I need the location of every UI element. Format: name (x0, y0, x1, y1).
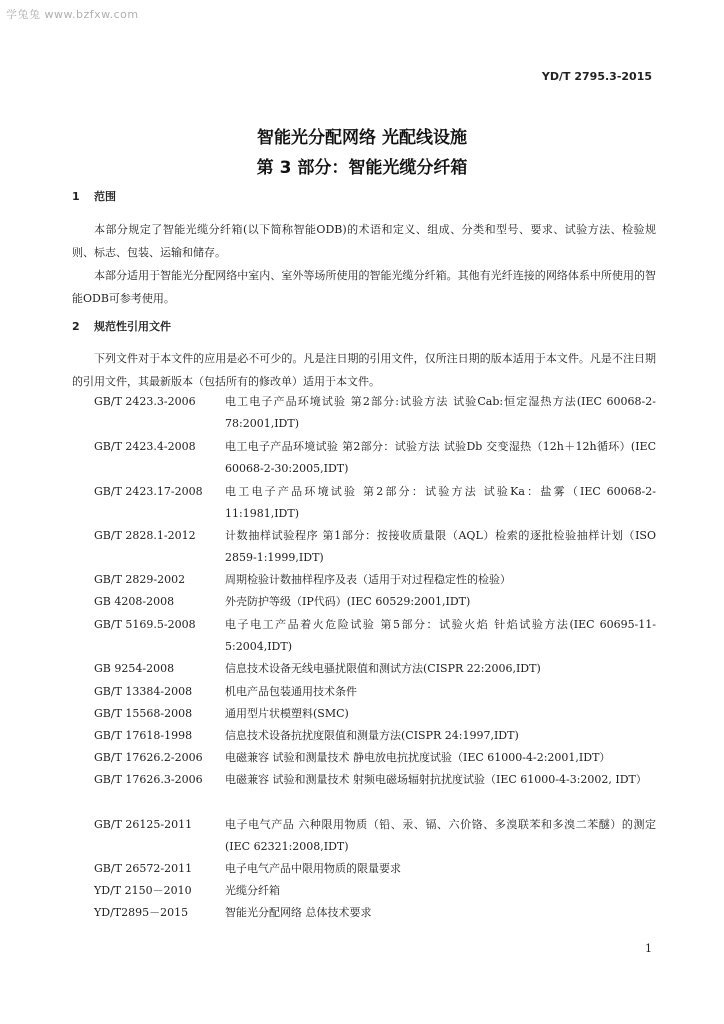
reference-code: GB 4208-2008 (94, 595, 175, 608)
reference-code: GB/T 2423.4-2008 (94, 440, 196, 453)
reference-entry (94, 681, 656, 703)
reference-title: 电工电子产品环境试验 第2部分：试验方法 试验Db 交变湿热（12h＋12h循环）(IEC 60068-2-30:2005,IDT) (225, 440, 656, 475)
reference-title: 周期检验计数抽样程序及表（适用于对过程稳定性的检验） (225, 573, 511, 586)
scope-paragraph: 本部分适用于智能光分配网络中室内、室外等场所使用的智能光缆分纤箱。其他有光纤连接的网络体系中所使用的智能ODB可参考使用。 (72, 269, 656, 305)
section-title: 范围 (94, 190, 116, 203)
reference-entry (94, 591, 656, 613)
reference-title: 通用型片状模塑料(SMC) (225, 707, 349, 720)
reference-title: 外壳防护等级（IP代码）(IEC 60529:2001,IDT) (225, 595, 471, 608)
reference-entry (94, 436, 656, 480)
reference-title: 信息技术设备无线电骚扰限值和测试方法(CISPR 22:2006,IDT) (225, 662, 541, 675)
reference-title: 电子电工产品着火危险试验 第5部分：试验火焰 针焰试验方法(IEC 60695-11-5:2004,IDT) (225, 618, 656, 653)
reference-title: 计数抽样试验程序 第1部分：按接收质量限（AQL）检索的逐批检验抽样计划（ISO 2859-1:1999,IDT) (225, 529, 656, 564)
reference-code: GB/T 2829-2002 (94, 573, 186, 586)
reference-title: 光缆分纤箱 (225, 884, 280, 897)
reference-code: GB 9254-2008 (94, 662, 175, 675)
reference-title: 机电产品包装通用技术条件 (225, 685, 357, 698)
reference-entry (94, 725, 656, 747)
reference-entry (94, 569, 656, 591)
reference-entry (94, 747, 656, 769)
document-title: 智能光分配网络 光配线设施 (257, 128, 467, 148)
section-heading-scope (72, 188, 116, 204)
section-number: 2 (72, 320, 80, 333)
section-heading-normative-references (72, 318, 171, 334)
reference-code: YD/T 2150－2010 (94, 884, 192, 897)
reference-entry (94, 658, 656, 680)
reference-code: GB/T 15568-2008 (94, 707, 193, 720)
reference-entry (94, 703, 656, 725)
reference-entry (94, 769, 656, 791)
reference-code: GB/T 17626.2-2006 (94, 751, 203, 764)
reference-title: 电磁兼容 试验和测量技术 静电放电抗扰度试验（IEC 61000-4-2:2001,IDT） (225, 751, 611, 764)
document-subtitle: 第 3 部分：智能光缆分纤箱 (256, 158, 468, 178)
reference-title: 电工电子产品环境试验 第2部分：试验方法 试验Ka：盐雾（IEC 60068-2-11:1981,IDT) (225, 485, 656, 520)
reference-title: 信息技术设备抗扰度限值和测量方法(CISPR 24:1997,IDT) (225, 729, 519, 742)
scope-paragraph: 本部分规定了智能光缆分纤箱(以下简称智能ODB)的术语和定义、组成、分类和型号、要求、试验方法、检验规则、标志、包装、运输和储存。 (72, 223, 656, 259)
section-number: 1 (72, 190, 80, 203)
reference-entry (94, 481, 656, 525)
reference-code: GB/T 2828.1-2012 (94, 529, 196, 542)
reference-entry (94, 880, 656, 902)
reference-title: 电子电气产品 六种限用物质（铅、汞、镉、六价铬、多溴联苯和多溴二苯醚）的测定(IEC 62321:2008,IDT) (225, 818, 656, 853)
reference-code: GB/T 5169.5-2008 (94, 618, 196, 631)
reference-entry (94, 858, 656, 880)
reference-code: GB/T 26572-2011 (94, 862, 193, 875)
reference-title: 智能光分配网络 总体技术要求 (225, 906, 372, 919)
reference-entry (94, 614, 656, 658)
reference-code: GB/T 2423.3-2006 (94, 395, 196, 408)
reference-code: GB/T 17618-1998 (94, 729, 193, 742)
reference-title: 电磁兼容 试验和测量技术 射频电磁场辐射抗扰度试验（IEC 61000-4-3:2002, IDT） (225, 773, 647, 786)
page-number: 1 (645, 942, 652, 955)
reference-entry (94, 902, 656, 924)
reference-title: 电子电气产品中限用物质的限量要求 (225, 862, 401, 875)
reference-title: 电工电子产品环境试验 第2部分:试验方法 试验Cab:恒定湿热方法(IEC 60068-2-78:2001,IDT) (225, 395, 656, 430)
reference-code: GB/T 2423.17-2008 (94, 485, 203, 498)
section-title: 规范性引用文件 (94, 320, 171, 333)
reference-code: YD/T2895－2015 (94, 906, 189, 919)
reference-code: GB/T 26125-2011 (94, 818, 193, 831)
reference-code: GB/T 17626.3-2006 (94, 773, 203, 786)
reference-entry (94, 814, 656, 858)
reference-entry (94, 391, 656, 435)
reference-code: GB/T 13384-2008 (94, 685, 193, 698)
reference-entry (94, 525, 656, 569)
references-intro-paragraph: 下列文件对于本文件的应用是必不可少的。凡是注日期的引用文件，仅所注日期的版本适用于本文件。凡是不注日期的引用文件，其最新版本（包括所有的修改单）适用于本文件。 (72, 352, 656, 388)
document-code: YD/T 2795.3-2015 (541, 70, 652, 83)
watermark: 学兔兔 www.bzfxw.com (6, 8, 139, 21)
